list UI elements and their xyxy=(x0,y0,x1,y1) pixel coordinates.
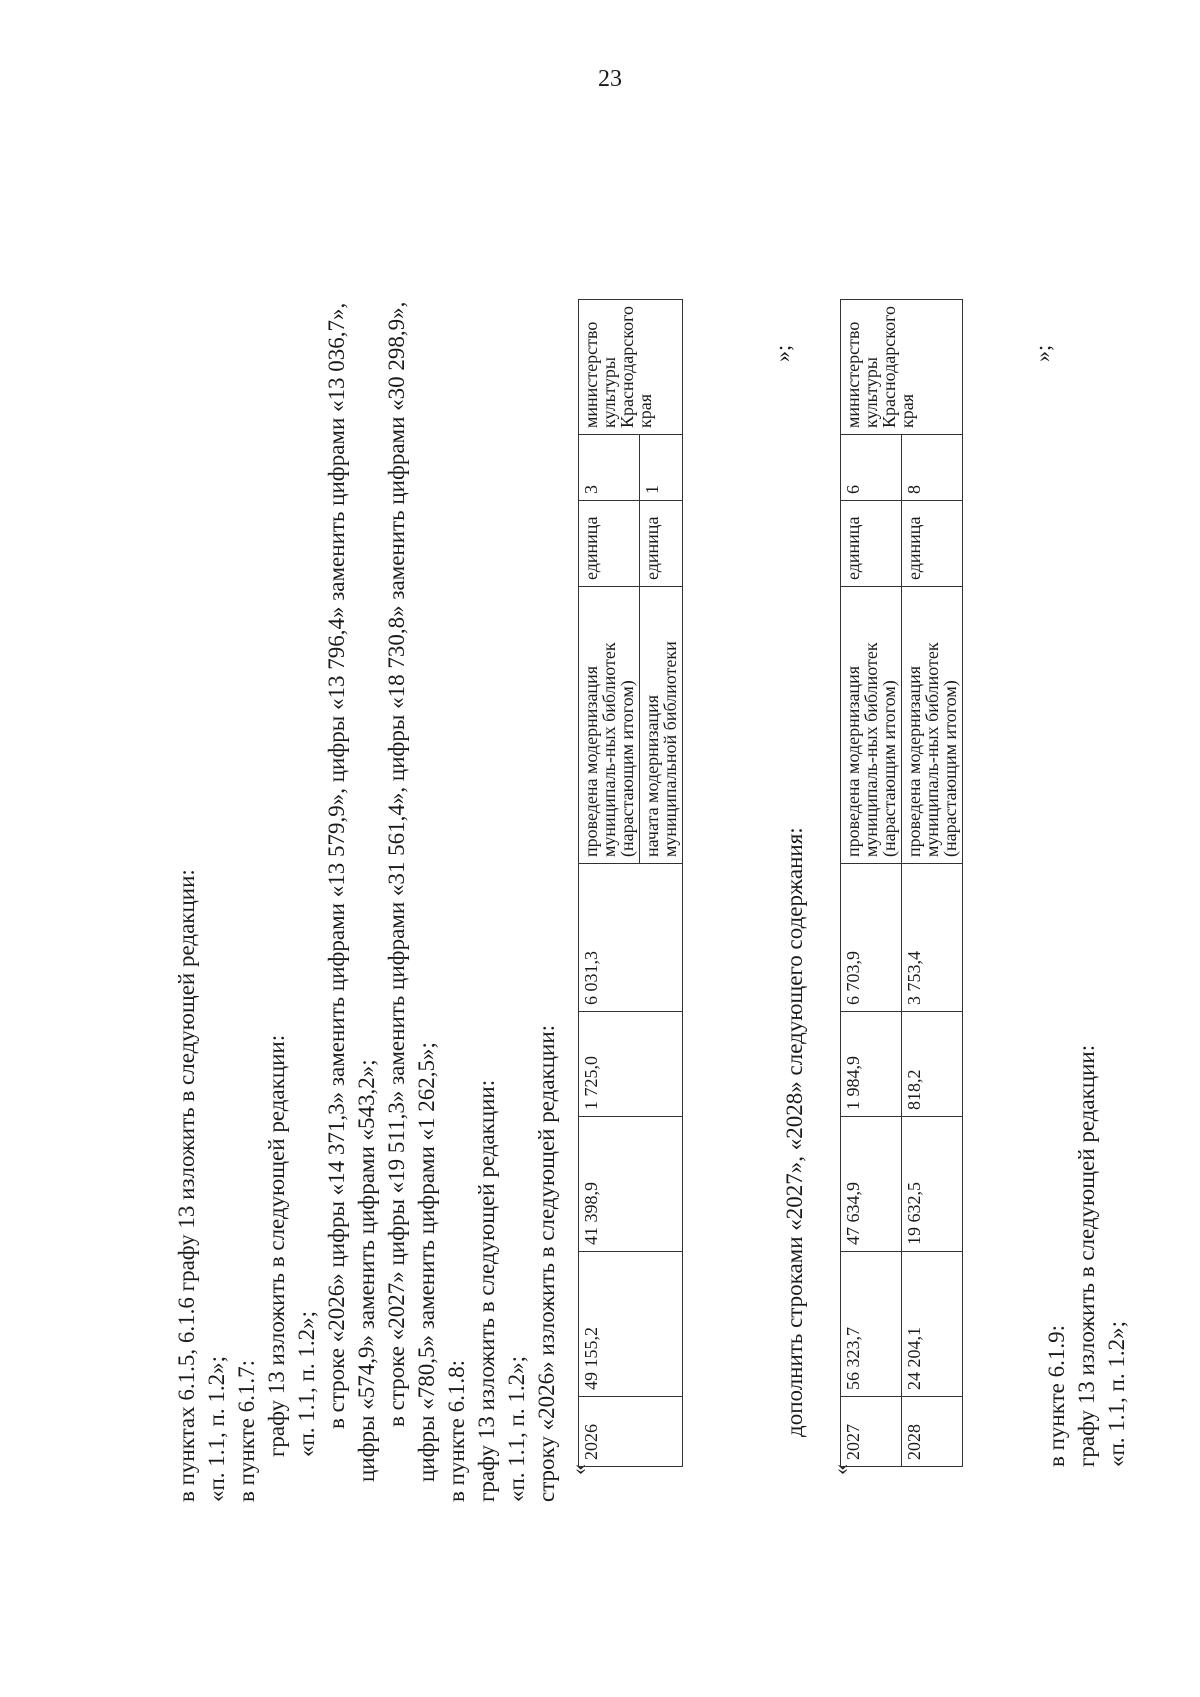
cell-value: 8 xyxy=(902,435,963,501)
instruction-line: в пункте 6.1.7: xyxy=(234,1360,259,1502)
cell-result: проведена модернизация муниципаль-ных библиотек (нарастающим итогом) xyxy=(902,587,963,864)
cell-col-c: 6 031,3 xyxy=(579,864,683,1012)
cell-result: начата модернизация муниципальной библиотеки xyxy=(640,587,683,864)
instruction-line: графу 13 изложить в следующей редакции: xyxy=(474,1079,499,1502)
table-row xyxy=(579,300,640,1467)
table-2027-2028 xyxy=(840,299,963,1467)
close-quote: »; xyxy=(1030,344,1055,362)
instruction-line: строку «2026» изложить в следующей редакции: xyxy=(534,1024,559,1502)
cell-year: 2028 xyxy=(902,1397,963,1467)
cell-col-a: 47 634,9 xyxy=(841,1117,902,1252)
cell-col-a: 19 632,5 xyxy=(902,1117,963,1252)
cell-year: 2027 xyxy=(841,1397,902,1467)
cell-result: проведена модернизация муниципаль-ных библиотек (нарастающим итогом) xyxy=(841,587,902,864)
cell-col-c: 3 753,4 xyxy=(902,864,963,1012)
cell-unit: единица xyxy=(902,501,963,587)
open-quote: « xyxy=(566,1464,591,1475)
cell-org: министерство культуры Краснодарского края xyxy=(841,300,963,435)
cell-org: министерство культуры Краснодарского края xyxy=(579,300,683,435)
footer-line: графу 13 изложить в следующей редакции: xyxy=(1074,1044,1099,1467)
cell-unit: единица xyxy=(579,501,640,587)
instruction-line: в пункте 6.1.8: xyxy=(444,1360,469,1502)
cell-col-a: 41 398,9 xyxy=(579,1117,683,1252)
cell-col-b: 1 984,9 xyxy=(841,1012,902,1117)
instruction-line: в пунктах 6.1.5, 6.1.6 графу 13 изложить в следующей редакции: xyxy=(174,869,199,1502)
instruction-line: в строке «2027» цифры «19 511,3» заменить цифрами «31 561,4», цифры «18 730,8» заменить цифрами «30 298,9», xyxy=(384,301,409,1427)
cell-col-b: 1 725,0 xyxy=(579,1012,683,1117)
cell-total: 56 323,7 xyxy=(841,1252,902,1397)
table-2026 xyxy=(578,299,683,1467)
table-row xyxy=(841,300,902,1467)
cell-value: 6 xyxy=(841,435,902,501)
instruction-line: графу 13 изложить в следующей редакции: xyxy=(264,1034,289,1457)
page-number: 23 xyxy=(598,66,622,92)
cell-value: 1 xyxy=(640,435,683,501)
instruction-line: цифры «574,9» заменить цифрами «543,2»; xyxy=(354,1059,379,1482)
instruction-line: цифры «780,5» заменить цифрами «1 262,5»; xyxy=(414,1042,439,1482)
instruction-line: «п. 1.1, п. 1.2»; xyxy=(294,1310,319,1457)
cell-total: 49 155,2 xyxy=(579,1252,683,1397)
instruction-line: «п. 1.1, п. 1.2»; xyxy=(504,1355,529,1502)
close-quote: »; xyxy=(770,344,795,362)
cell-year: 2026 xyxy=(579,1397,683,1467)
cell-unit: единица xyxy=(640,501,683,587)
table-row xyxy=(902,300,963,1467)
instruction-line: «п. 1.1, п. 1.2»; xyxy=(204,1355,229,1502)
cell-value: 3 xyxy=(579,435,640,501)
footer-line: в пункте 6.1.9: xyxy=(1044,1325,1069,1467)
cell-result: проведена модернизация муниципаль-ных библиотек (нарастающим итогом) xyxy=(579,587,640,864)
cell-unit: единица xyxy=(841,501,902,587)
add-rows-text: дополнить строками «2027», «2028» следующего содержания: xyxy=(782,827,807,1437)
cell-total: 24 204,1 xyxy=(902,1252,963,1397)
cell-col-b: 818,2 xyxy=(902,1012,963,1117)
cell-col-c: 6 703,9 xyxy=(841,864,902,1012)
instruction-line: в строке «2026» цифры «14 371,3» заменить цифрами «13 579,9», цифры «13 796,4» заменить цифрами «13 036,7», xyxy=(324,302,349,1429)
open-quote: « xyxy=(828,1464,853,1475)
footer-line: «п. 1.1, п. 1.2»; xyxy=(1104,1320,1129,1467)
